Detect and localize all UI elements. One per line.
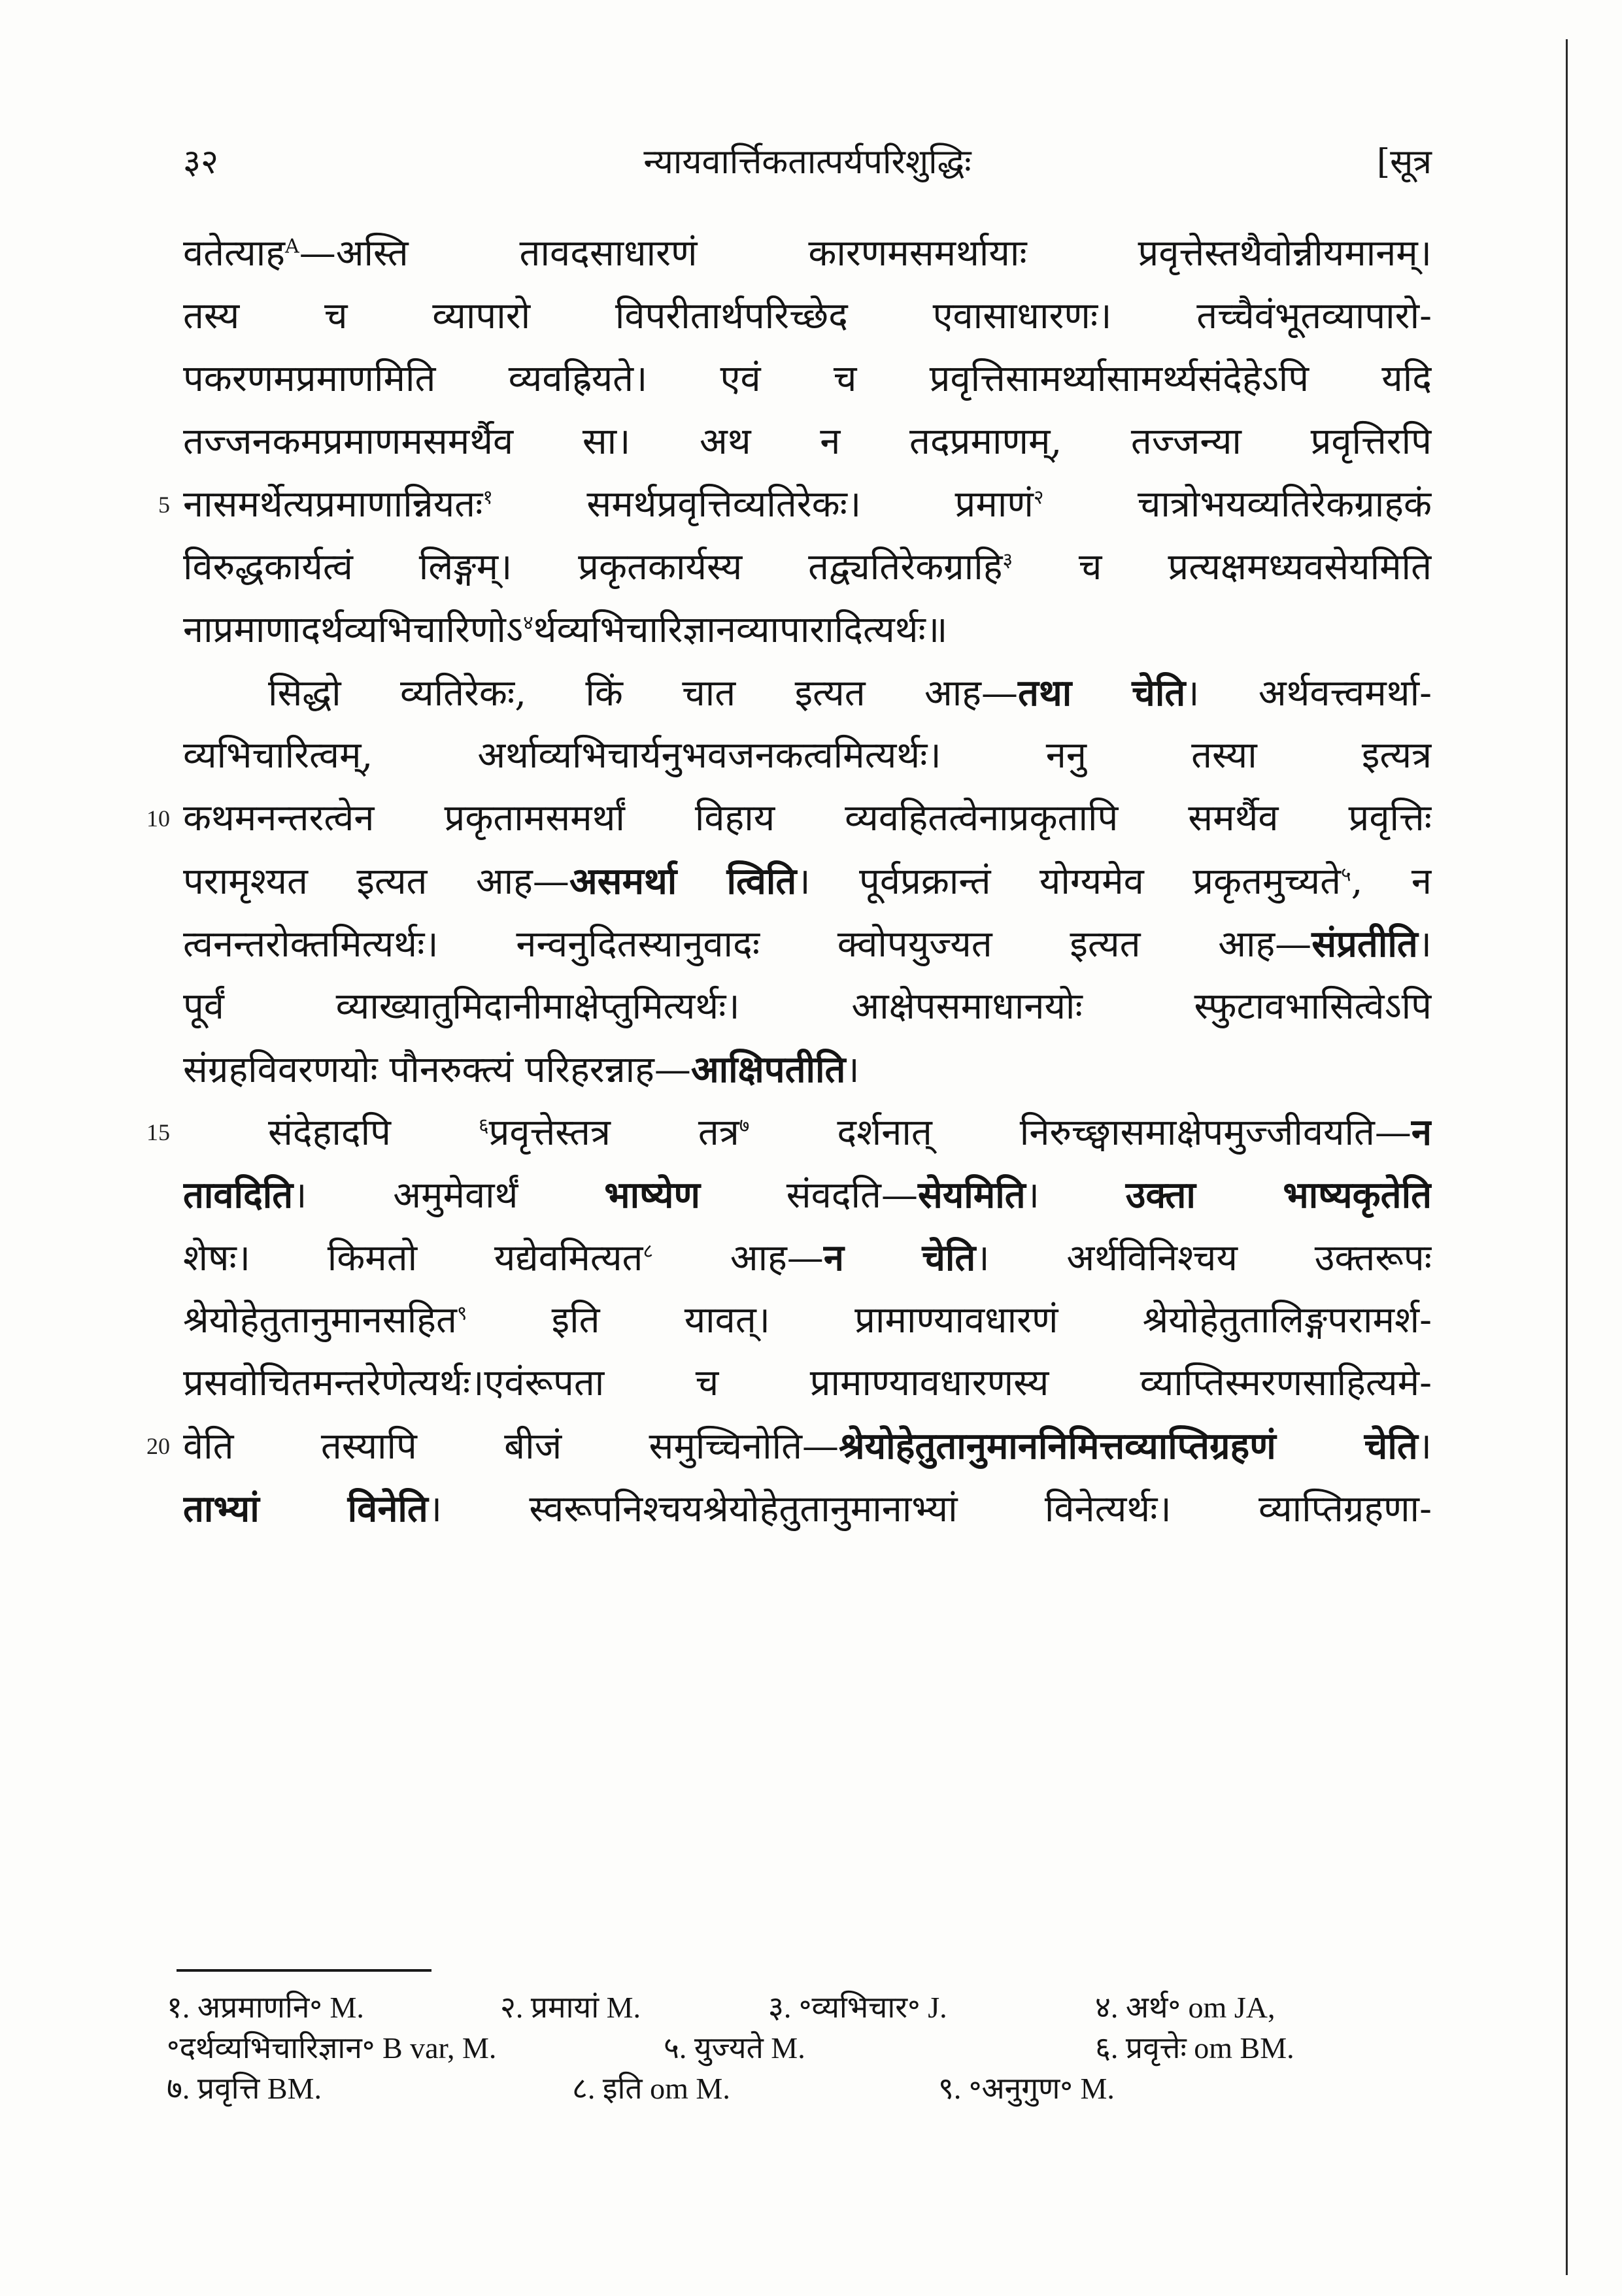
text-line	[183, 787, 1432, 850]
text-line	[183, 913, 1432, 975]
page-edge-rule	[1566, 39, 1568, 2275]
footnote: ४. अर्थ॰ om JA,	[1095, 1991, 1276, 2024]
text-segment: वतेत्याह	[183, 232, 286, 275]
bold-lemma: तथा चेति	[1018, 671, 1186, 715]
footnote: ६. प्रवृत्तेः om BM.	[1095, 2031, 1294, 2065]
text-segment: वेति तस्यापि बीजं समुच्चिनोति—	[183, 1425, 839, 1468]
text-segment: । अमुमेवार्थं	[293, 1174, 605, 1217]
footnote: ९. ॰अनुगुण॰ M.	[938, 2072, 1115, 2105]
bold-lemma: भाष्येण	[604, 1173, 700, 1217]
footnote-row	[167, 2068, 1448, 2109]
text-segment: नाप्रमाणादर्थव्यभिचारिणोऽ	[183, 609, 524, 651]
text-line	[183, 1101, 1432, 1164]
text-segment: । पूर्वप्रक्रान्तं योग्यमेव प्रकृतमुच्यते	[796, 860, 1342, 903]
text-segment: नासमर्थेत्यप्रमाणान्नियतः	[183, 483, 483, 526]
text-line	[183, 850, 1432, 913]
bold-lemma: असमर्था त्विति	[569, 860, 797, 903]
text-line	[183, 1477, 1432, 1540]
footnote: ॰दर्थव्यभिचारिज्ञान॰ B var, M.	[167, 2031, 497, 2065]
footnote-marker: ७	[739, 1114, 750, 1138]
bold-lemma: आक्षिपतीति	[690, 1048, 846, 1091]
text-line	[183, 1352, 1432, 1415]
text-segment: पकरणमप्रमाणमिति व्यवह्रियते। एवं च प्रवृत्तिसामर्थ्यासामर्थ्यसंदेहेऽपि यदि	[183, 358, 1432, 400]
text-segment: तस्य च व्यापारो विपरीतार्थपरिच्छेद एवासाधारणः। तच्चैवंभूतव्यापारो-	[183, 295, 1432, 337]
footnote-row	[167, 2028, 1448, 2068]
text-segment: व्यभिचारित्वम्, अर्थाव्यभिचार्यनुभवजनकत्वमित्यर्थः। ननु तस्या इत्यत्र	[183, 734, 1432, 777]
text-segment: प्रसवोचितमन्तरेणेत्यर्थः।एवंरूपता च प्रामाण्यावधारणस्य व्याप्तिस्मरणसाहित्यमे-	[183, 1362, 1432, 1404]
text-line	[183, 1164, 1432, 1226]
text-segment: प्रवृत्तेस्तत्र तत्र	[488, 1111, 739, 1154]
footnote-marker: २	[1033, 486, 1044, 509]
bold-lemma: उक्ता भाष्यकृतेति	[1125, 1173, 1432, 1217]
text-line	[183, 411, 1432, 473]
footnotes	[167, 1987, 1448, 2109]
text-segment: श्रेयोहेतुतानुमानसहित	[183, 1299, 457, 1342]
text-segment: , न	[1351, 860, 1432, 903]
text-line	[183, 348, 1432, 411]
text-segment: समर्थप्रवृत्तिव्यतिरेकः। प्रमाणं	[493, 483, 1034, 526]
footnote: ५. युज्यते M.	[664, 2031, 805, 2065]
text-segment: कथमनन्तरत्वेन प्रकृतामसमर्थां विहाय व्यवहितत्वेनाप्रकृतापि समर्थैव प्रवृत्तिः	[183, 797, 1432, 839]
bold-lemma: श्रेयोहेतुतानुमाननिमित्तव्याप्तिग्रहणं चेति	[839, 1425, 1418, 1468]
running-title: न्यायवार्त्तिकतात्पर्यपरिशुद्धिः	[643, 143, 972, 182]
bold-lemma: संप्रतीति	[1311, 922, 1418, 966]
text-segment: आह—	[653, 1237, 824, 1279]
text-line	[183, 662, 1432, 724]
text-line	[183, 1415, 1432, 1477]
text-segment: । स्वरूपनिश्चयश्रेयोहेतुतानुमानाभ्यां विनेत्यर्थः। व्याप्तिग्रहणा-	[428, 1488, 1432, 1530]
text-segment: ।	[845, 1049, 860, 1091]
text-segment: ।	[1025, 1174, 1126, 1217]
line-number: 20	[146, 1433, 170, 1459]
text-segment: ।	[1417, 1425, 1432, 1468]
bold-lemma: ताभ्यां विनेति	[183, 1487, 428, 1530]
text-segment: ।	[1417, 923, 1432, 966]
text-segment: च प्रत्यक्षमध्यवसेयमिति	[1013, 546, 1432, 588]
line-number: 15	[146, 1119, 170, 1145]
text-segment: चात्रोभयव्यतिरेकग्राहकं	[1043, 483, 1432, 526]
text-segment: संवदति—	[700, 1174, 918, 1217]
text-segment: दर्शनात् निरुच्छ्वासमाक्षेपमुज्जीवयति—	[749, 1111, 1411, 1154]
text-segment: । अर्थविनिश्चय उक्तरूपः	[975, 1237, 1432, 1279]
footnote-marker: ३	[1002, 549, 1013, 572]
footnote-marker: ८	[643, 1240, 654, 1263]
text-line	[183, 285, 1432, 348]
text-line	[183, 1226, 1432, 1289]
text-line	[183, 975, 1432, 1038]
text-line	[183, 599, 1432, 662]
text-line	[183, 1038, 1432, 1101]
text-segment: तज्जनकमप्रमाणमसमर्थैव सा। अथ न तदप्रमाणम्, तज्जन्या प्रवृत्तिरपि	[183, 420, 1432, 463]
footnote-marker: ६	[478, 1114, 489, 1138]
footnote: ७. प्रवृत्ति BM.	[167, 2072, 322, 2105]
text-segment: संदेहादपि	[268, 1111, 479, 1154]
text-segment: परामृश्यत इत्यत आह—	[183, 860, 569, 903]
text-segment: विरुद्धकार्यत्वं लिङ्गम्। प्रकृतकार्यस्य तद्व्यतिरेकग्राहि	[183, 546, 1003, 588]
text-segment: त्वनन्तरोक्तमित्यर्थः। नन्वनुदितस्यानुवादः क्वोपयुज्यत इत्यत आह—	[183, 923, 1312, 966]
text-segment: शेषः। किमतो यद्येवमित्यत	[183, 1237, 643, 1279]
text-segment: । अर्थवत्त्वमर्था-	[1185, 672, 1432, 715]
footnote: ३. ॰व्यभिचार॰ J.	[768, 1991, 947, 2024]
bold-lemma: न चेति	[823, 1236, 976, 1279]
footnote-marker: १	[482, 486, 494, 509]
footnote-row	[167, 1987, 1448, 2028]
footnote-marker: ४	[523, 611, 533, 635]
text-segment: संग्रहविवरणयोः पौनरुक्त्यं परिहरन्नाह—	[183, 1049, 691, 1091]
text-line	[183, 222, 1432, 285]
footnote-separator	[177, 1969, 431, 1972]
footnote: २. प्रमायां M.	[500, 1991, 641, 2024]
text-segment: सिद्धो व्यतिरेकः, किं चात इत्यत आह—	[268, 672, 1019, 715]
footnote: ८. इति om M.	[572, 2072, 730, 2105]
main-text	[183, 222, 1432, 1540]
section-marker: [सूत्र	[1376, 143, 1432, 182]
footnote-marker: ९	[456, 1302, 467, 1325]
footnote: १. अप्रमाणनि॰ M.	[167, 1991, 364, 2024]
text-line	[183, 1289, 1432, 1352]
text-segment: —अस्ति तावदसाधारणं कारणमसमर्थायाः प्रवृत्तेस्तथैवोन्नीयमानम्।	[299, 232, 1432, 275]
text-line	[183, 724, 1432, 787]
line-number: 5	[158, 492, 170, 518]
footnote-marker: ५	[1341, 863, 1351, 886]
line-number: 10	[146, 805, 170, 832]
text-segment: र्थव्यभिचारिज्ञानव्यापारादित्यर्थः॥	[533, 609, 948, 651]
footnote-marker: A	[285, 235, 299, 258]
text-line	[183, 536, 1432, 599]
bold-lemma: सेयमिति	[917, 1173, 1026, 1217]
text-line	[183, 473, 1432, 536]
page-number: ३२	[183, 143, 219, 182]
bold-lemma: तावदिति	[183, 1173, 294, 1217]
bold-lemma: न	[1411, 1111, 1432, 1154]
running-header	[183, 137, 1432, 196]
text-segment: पूर्वं व्याख्यातुमिदानीमाक्षेप्तुमित्यर्थः। आक्षेपसमाधानयोः स्फुटावभासित्वेऽपि	[183, 985, 1432, 1028]
text-segment: इति यावत्। प्रामाण्यावधारणं श्रेयोहेतुतालिङ्गपरामर्श-	[467, 1299, 1432, 1342]
